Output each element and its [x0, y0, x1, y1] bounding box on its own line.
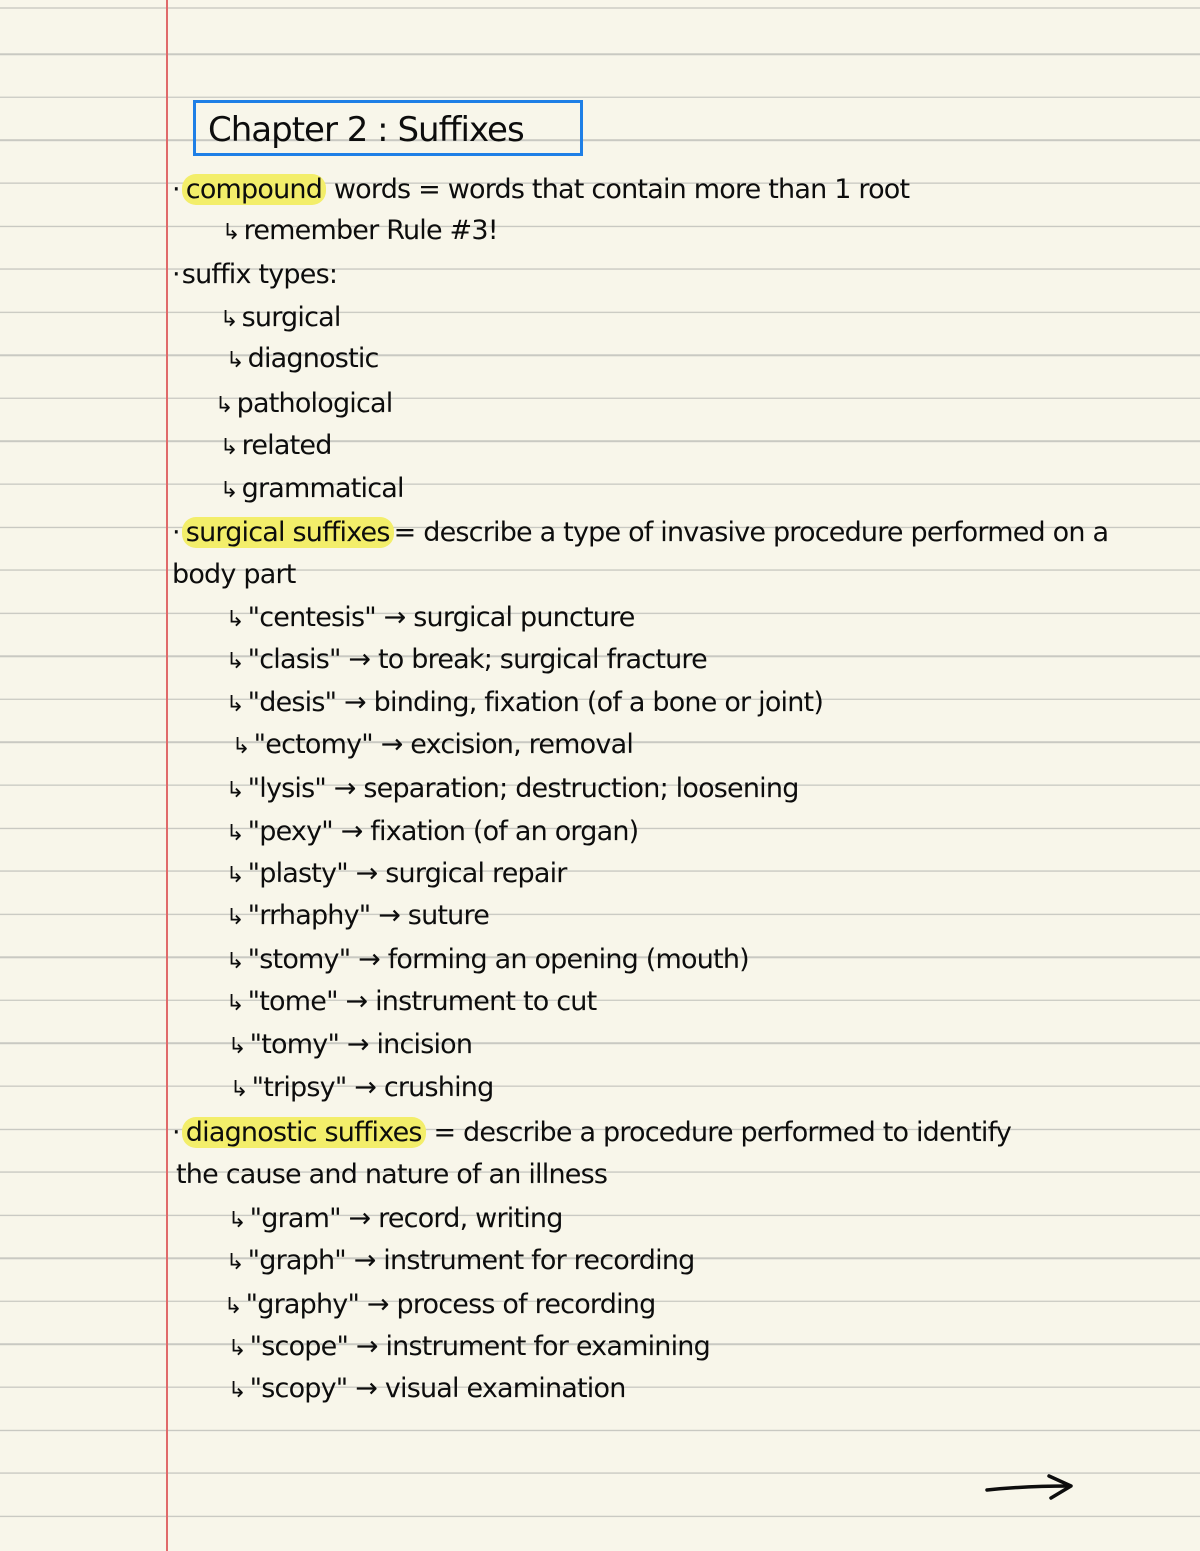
- sub-arrow-icon: ↳: [228, 1208, 246, 1233]
- suffix-entry: "scope" → instrument for examining: [249, 1331, 710, 1362]
- surgical-definition-cont: body part: [172, 559, 296, 590]
- diagnostic-term: diagnostic suffixes: [182, 1117, 426, 1148]
- sub-arrow-icon: ↳: [226, 649, 244, 674]
- surgical-item: [226, 985, 596, 1021]
- bullet: ·: [172, 517, 180, 548]
- suffix-entry: "ectomy" → excision, removal: [253, 729, 634, 760]
- sub-arrow-icon: ↳: [226, 905, 244, 930]
- sub-arrow-icon: ↳: [226, 821, 244, 846]
- sub-arrow-icon: ↳: [230, 1077, 248, 1102]
- sub-arrow-icon: ↳: [226, 692, 244, 717]
- type-label: pathological: [236, 388, 393, 419]
- suffix-entry: "lysis" → separation; destruction; loosening: [247, 773, 799, 804]
- type-item: [220, 301, 341, 337]
- compound-term: compound: [182, 174, 326, 205]
- diagnostic-item: [224, 1288, 655, 1324]
- surgical-item: [226, 857, 567, 893]
- type-item: [215, 387, 393, 423]
- surgical-item: [230, 1071, 493, 1107]
- sub-arrow-icon: ↳: [228, 1378, 246, 1403]
- suffix-entry: "rrhaphy" → suture: [247, 900, 490, 931]
- sub-arrow-icon: ↳: [232, 734, 250, 759]
- sub-arrow-icon: ↳: [228, 1336, 246, 1361]
- page-title: Chapter 2 : Suffixes: [208, 110, 524, 150]
- sub-arrow-icon: ↳: [226, 778, 244, 803]
- diagnostic-item: [228, 1372, 626, 1408]
- type-item: [220, 472, 404, 508]
- compound-line: [172, 173, 909, 207]
- remember-line: [222, 214, 498, 250]
- suffix-entry: "centesis" → surgical puncture: [247, 602, 635, 633]
- sub-arrow-icon: ↳: [226, 863, 244, 888]
- continue-arrow-icon: [985, 1470, 1075, 1504]
- surgical-item: [226, 899, 489, 935]
- sub-arrow-icon: ↳: [226, 949, 244, 974]
- sub-arrow-icon: ↳: [222, 220, 240, 245]
- suffix-entry: "pexy" → fixation (of an organ): [247, 816, 639, 847]
- suffix-entry: "tripsy" → crushing: [251, 1072, 494, 1103]
- surgical-item: [226, 643, 707, 679]
- sub-arrow-icon: ↳: [224, 1294, 242, 1319]
- sub-arrow-icon: ↳: [215, 393, 233, 418]
- margin-line: [166, 0, 168, 1551]
- diagnostic-item: [228, 1202, 563, 1238]
- suffix-entry: "clasis" → to break; surgical fracture: [247, 644, 707, 675]
- type-label: grammatical: [241, 473, 404, 504]
- diagnostic-item: [226, 1244, 694, 1280]
- sub-arrow-icon: ↳: [226, 991, 244, 1016]
- title-box: [193, 100, 583, 156]
- sub-arrow-icon: ↳: [220, 478, 238, 503]
- suffix-entry: "tomy" → incision: [249, 1029, 473, 1060]
- surgical-item: [226, 601, 635, 637]
- suffix-entry: "gram" → record, writing: [249, 1203, 563, 1234]
- types-heading-line: [172, 258, 337, 292]
- sub-arrow-icon: ↳: [226, 348, 244, 373]
- diagnostic-heading-line: [172, 1116, 1011, 1150]
- surgical-item: [226, 815, 638, 851]
- type-item: [226, 342, 379, 378]
- bullet: ·: [172, 174, 180, 205]
- sub-arrow-icon: ↳: [220, 307, 238, 332]
- sub-arrow-icon: ↳: [228, 1034, 246, 1059]
- bullet: ·: [172, 1117, 180, 1148]
- suffix-entry: "graphy" → process of recording: [245, 1289, 656, 1320]
- suffix-entry: "plasty" → surgical repair: [247, 858, 567, 889]
- surgical-item: [226, 943, 749, 979]
- compound-definition: words = words that contain more than 1 root: [333, 174, 910, 205]
- sub-arrow-icon: ↳: [220, 435, 238, 460]
- surgical-definition: = describe a type of invasive procedure performed on a: [393, 517, 1109, 548]
- surgical-heading-line: [172, 516, 1108, 550]
- surgical-item: [228, 1028, 472, 1064]
- suffix-entry: "scopy" → visual examination: [249, 1373, 626, 1404]
- type-label: surgical: [241, 302, 341, 333]
- remember-text: remember Rule #3!: [243, 215, 498, 246]
- type-label: related: [241, 430, 332, 461]
- suffix-entry: "graph" → instrument for recording: [247, 1245, 695, 1276]
- suffix-entry: "desis" → binding, fixation (of a bone or joint): [247, 687, 824, 718]
- type-label: diagnostic: [247, 343, 379, 374]
- surgical-item: [226, 686, 823, 722]
- bullet: ·: [172, 259, 180, 290]
- diagnostic-item: [228, 1330, 710, 1366]
- surgical-term: surgical suffixes: [182, 517, 394, 548]
- types-heading: suffix types:: [181, 259, 338, 290]
- type-item: [220, 429, 332, 465]
- suffix-entry: "stomy" → forming an opening (mouth): [247, 944, 749, 975]
- sub-arrow-icon: ↳: [226, 1250, 244, 1275]
- suffix-entry: "tome" → instrument to cut: [247, 986, 597, 1017]
- surgical-item: [226, 772, 799, 808]
- sub-arrow-icon: ↳: [226, 607, 244, 632]
- diagnostic-definition-cont: the cause and nature of an illness: [176, 1159, 608, 1190]
- diagnostic-definition: = describe a procedure performed to identify: [433, 1117, 1012, 1148]
- surgical-item: [232, 728, 633, 764]
